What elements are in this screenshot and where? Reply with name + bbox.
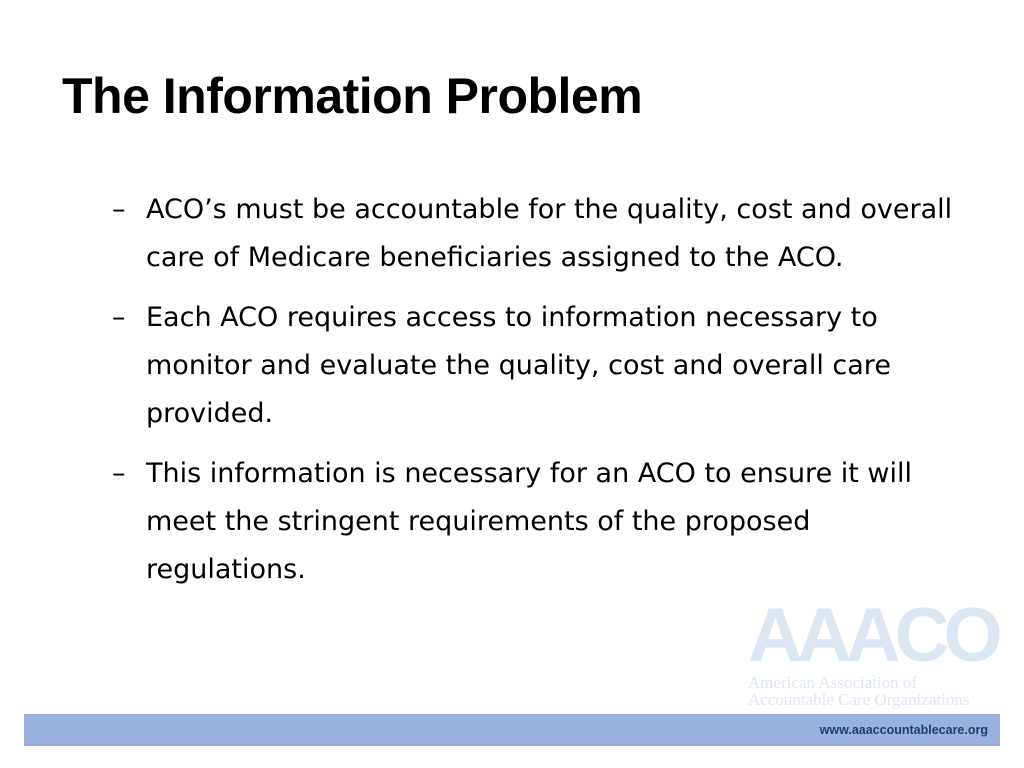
dash-icon: –	[112, 194, 126, 225]
bullet-text: This information is necessary for an ACO to ensure it will meet the stringent requirements of the proposed regulations.	[146, 458, 913, 585]
bullet-item	[112, 294, 972, 438]
logo-line-2: Accountable Care Organizations	[748, 690, 970, 709]
bullet-list	[112, 186, 972, 606]
slide-title: The Information Problem	[62, 68, 643, 124]
bullet-item	[112, 450, 972, 594]
footer-url: www.aaaccountablecare.org	[819, 723, 988, 737]
bullet-text: ACO’s must be accountable for the quality, cost and overall care of Medicare beneficiaries assigned to the ACO.	[146, 194, 953, 273]
logo-mark: AAACO	[748, 593, 997, 678]
footer-bar	[24, 714, 1000, 746]
bullet-text: Each ACO requires access to information necessary to monitor and evaluate the quality, cost and overall care provided.	[146, 302, 891, 429]
dash-icon: –	[112, 458, 126, 489]
aaaco-logo	[748, 593, 1004, 710]
bullet-item	[112, 186, 972, 282]
logo-line-1: American Association of	[748, 673, 918, 692]
dash-icon: –	[112, 302, 126, 333]
